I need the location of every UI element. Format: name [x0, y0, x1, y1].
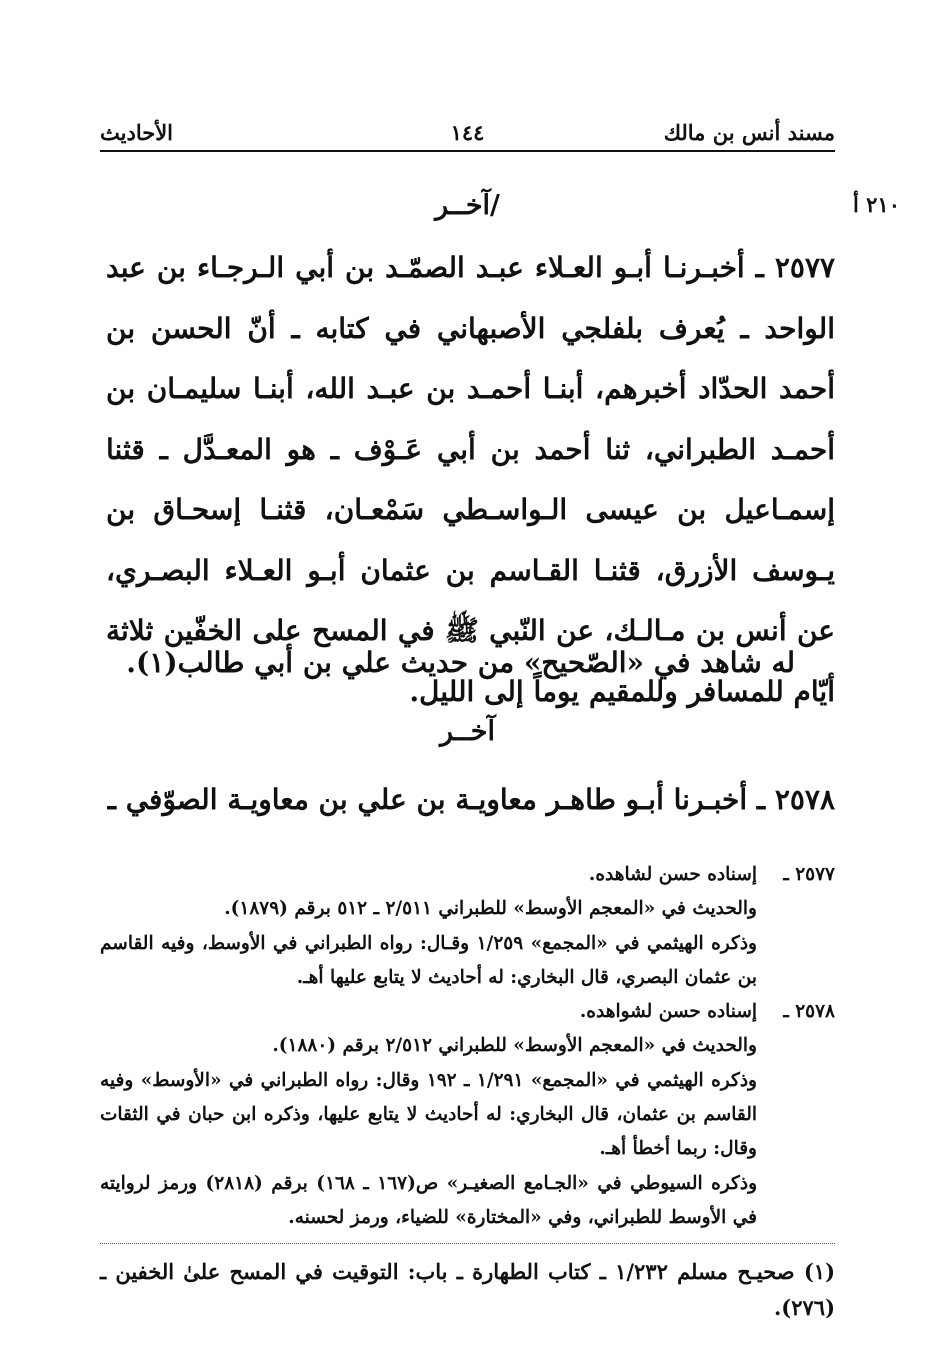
hadith-note: له شاهد في «الصّحيح» من حديث علي بن أبي طالب(١). — [126, 646, 795, 679]
commentary-line: وذكره الهيثمي في «المجمع» ١/٢٩١ ـ ١٩٢ وقال: رواه الطبراني في «الأوسط» وفيه القاسم بن عثمان، قال البخاري: له أحاديث لا يتابع عليها، وذكره ابن حبان في الثقات وقال: ربما أخطأ أهـ. — [100, 1069, 757, 1160]
commentary-line: والحديث في «المعجم الأوسط» للطبراني ٢/٥١١ ـ ٥١٢ برقم (١٨٧٩). — [224, 898, 757, 920]
commentary-body — [100, 995, 757, 1235]
hadith-text: ـ أخبـرنا أبـو طاهـر معاويـة بن علي بن معاويـة الصوّفي ـ — [107, 783, 766, 816]
running-header — [100, 118, 835, 152]
hadith-number: ٢٥٧٨ — [774, 783, 835, 816]
commentary-line: إسناده حسن لشاهده. — [588, 864, 757, 885]
commentary-number: ٢٥٧٨ ـ — [783, 1001, 835, 1023]
hadith-number: ٢٥٧٧ — [774, 251, 836, 284]
section-title: /آخــر — [435, 190, 500, 221]
commentary-line: وذكره الهيثمي في «المجمع» ١/٢٥٩ وقـال: رواه الطبراني في الأوسط، وفيه القاسم بن عثمان البصري، قال البخاري: له أحاديث لا يتابع عليها أهـ. — [100, 932, 757, 988]
section-title: آخــر — [440, 716, 495, 747]
section-name: الأحاديث — [100, 120, 174, 145]
manuscript-folio-note: ٢١٠ أ — [853, 192, 900, 217]
hadith-text: ـ أخبـرنـا أبـو العـلاء عبـد الصمّـد بن أبي الـرجـاء بن عبد الواحد ـ يُعرف بلفلجي الأصبهاني في كتابه ـ أنّ الحسن بن أحمد الحدّاد أخبرهم، أبنـا أحمـد بن عبـد الله، أبنـا سليمـان بن أحمـد الطبراني، ثنا أحمد بن أبي عَـوْف ـ هو المعـدَّل ـ قثنا إسمـاعيل بن عيسى الـواسـطي سَمْعـان، قثنـا إسحـاق بن يـوسف الأزرق، قثنـا القـاسم بن عثمان أبـو العـلاء البصـري، عن أنس بن مـالـك، عن النّبي ﷺ في المسح على الخفّين ثلاثة أيّام للمسافر وللمقيم يوماً إلى الليل. — [106, 251, 835, 708]
page-number: ١٤٤ — [450, 120, 485, 145]
commentary-entry — [100, 858, 835, 995]
commentary-line: والحديث في «المعجم الأوسط» للطبراني ٢/٥١٢ برقم (١٨٨٠). — [272, 1035, 757, 1057]
commentary-line: إسناده حسن لشواهده. — [579, 1001, 757, 1023]
hadith-paragraph — [106, 770, 835, 831]
commentary-line: وذكره السيوطي في «الجـامع الصغيـر» ص(١٦٧ ـ ١٦٨) برقم (٢٨١٨) ورمز لروايته في الأوسط للطبراني، وفي «المختارة» للضياء، ورمز لحسنه. — [100, 1172, 758, 1228]
footnote-divider — [100, 1243, 835, 1244]
commentary-number: ٢٥٧٧ ـ — [783, 864, 835, 885]
commentary-body — [100, 858, 757, 995]
book-title: مسند أنس بن مالك — [663, 120, 835, 145]
footnote: (١) صحيـح مسلم ١/٢٣٢ ـ كتاب الطهارة ـ باب: التوقيت في المسح علىٰ الخفين ـ (٢٧٦). — [100, 1259, 835, 1320]
commentary-block — [100, 858, 835, 1235]
commentary-entry — [100, 995, 835, 1235]
